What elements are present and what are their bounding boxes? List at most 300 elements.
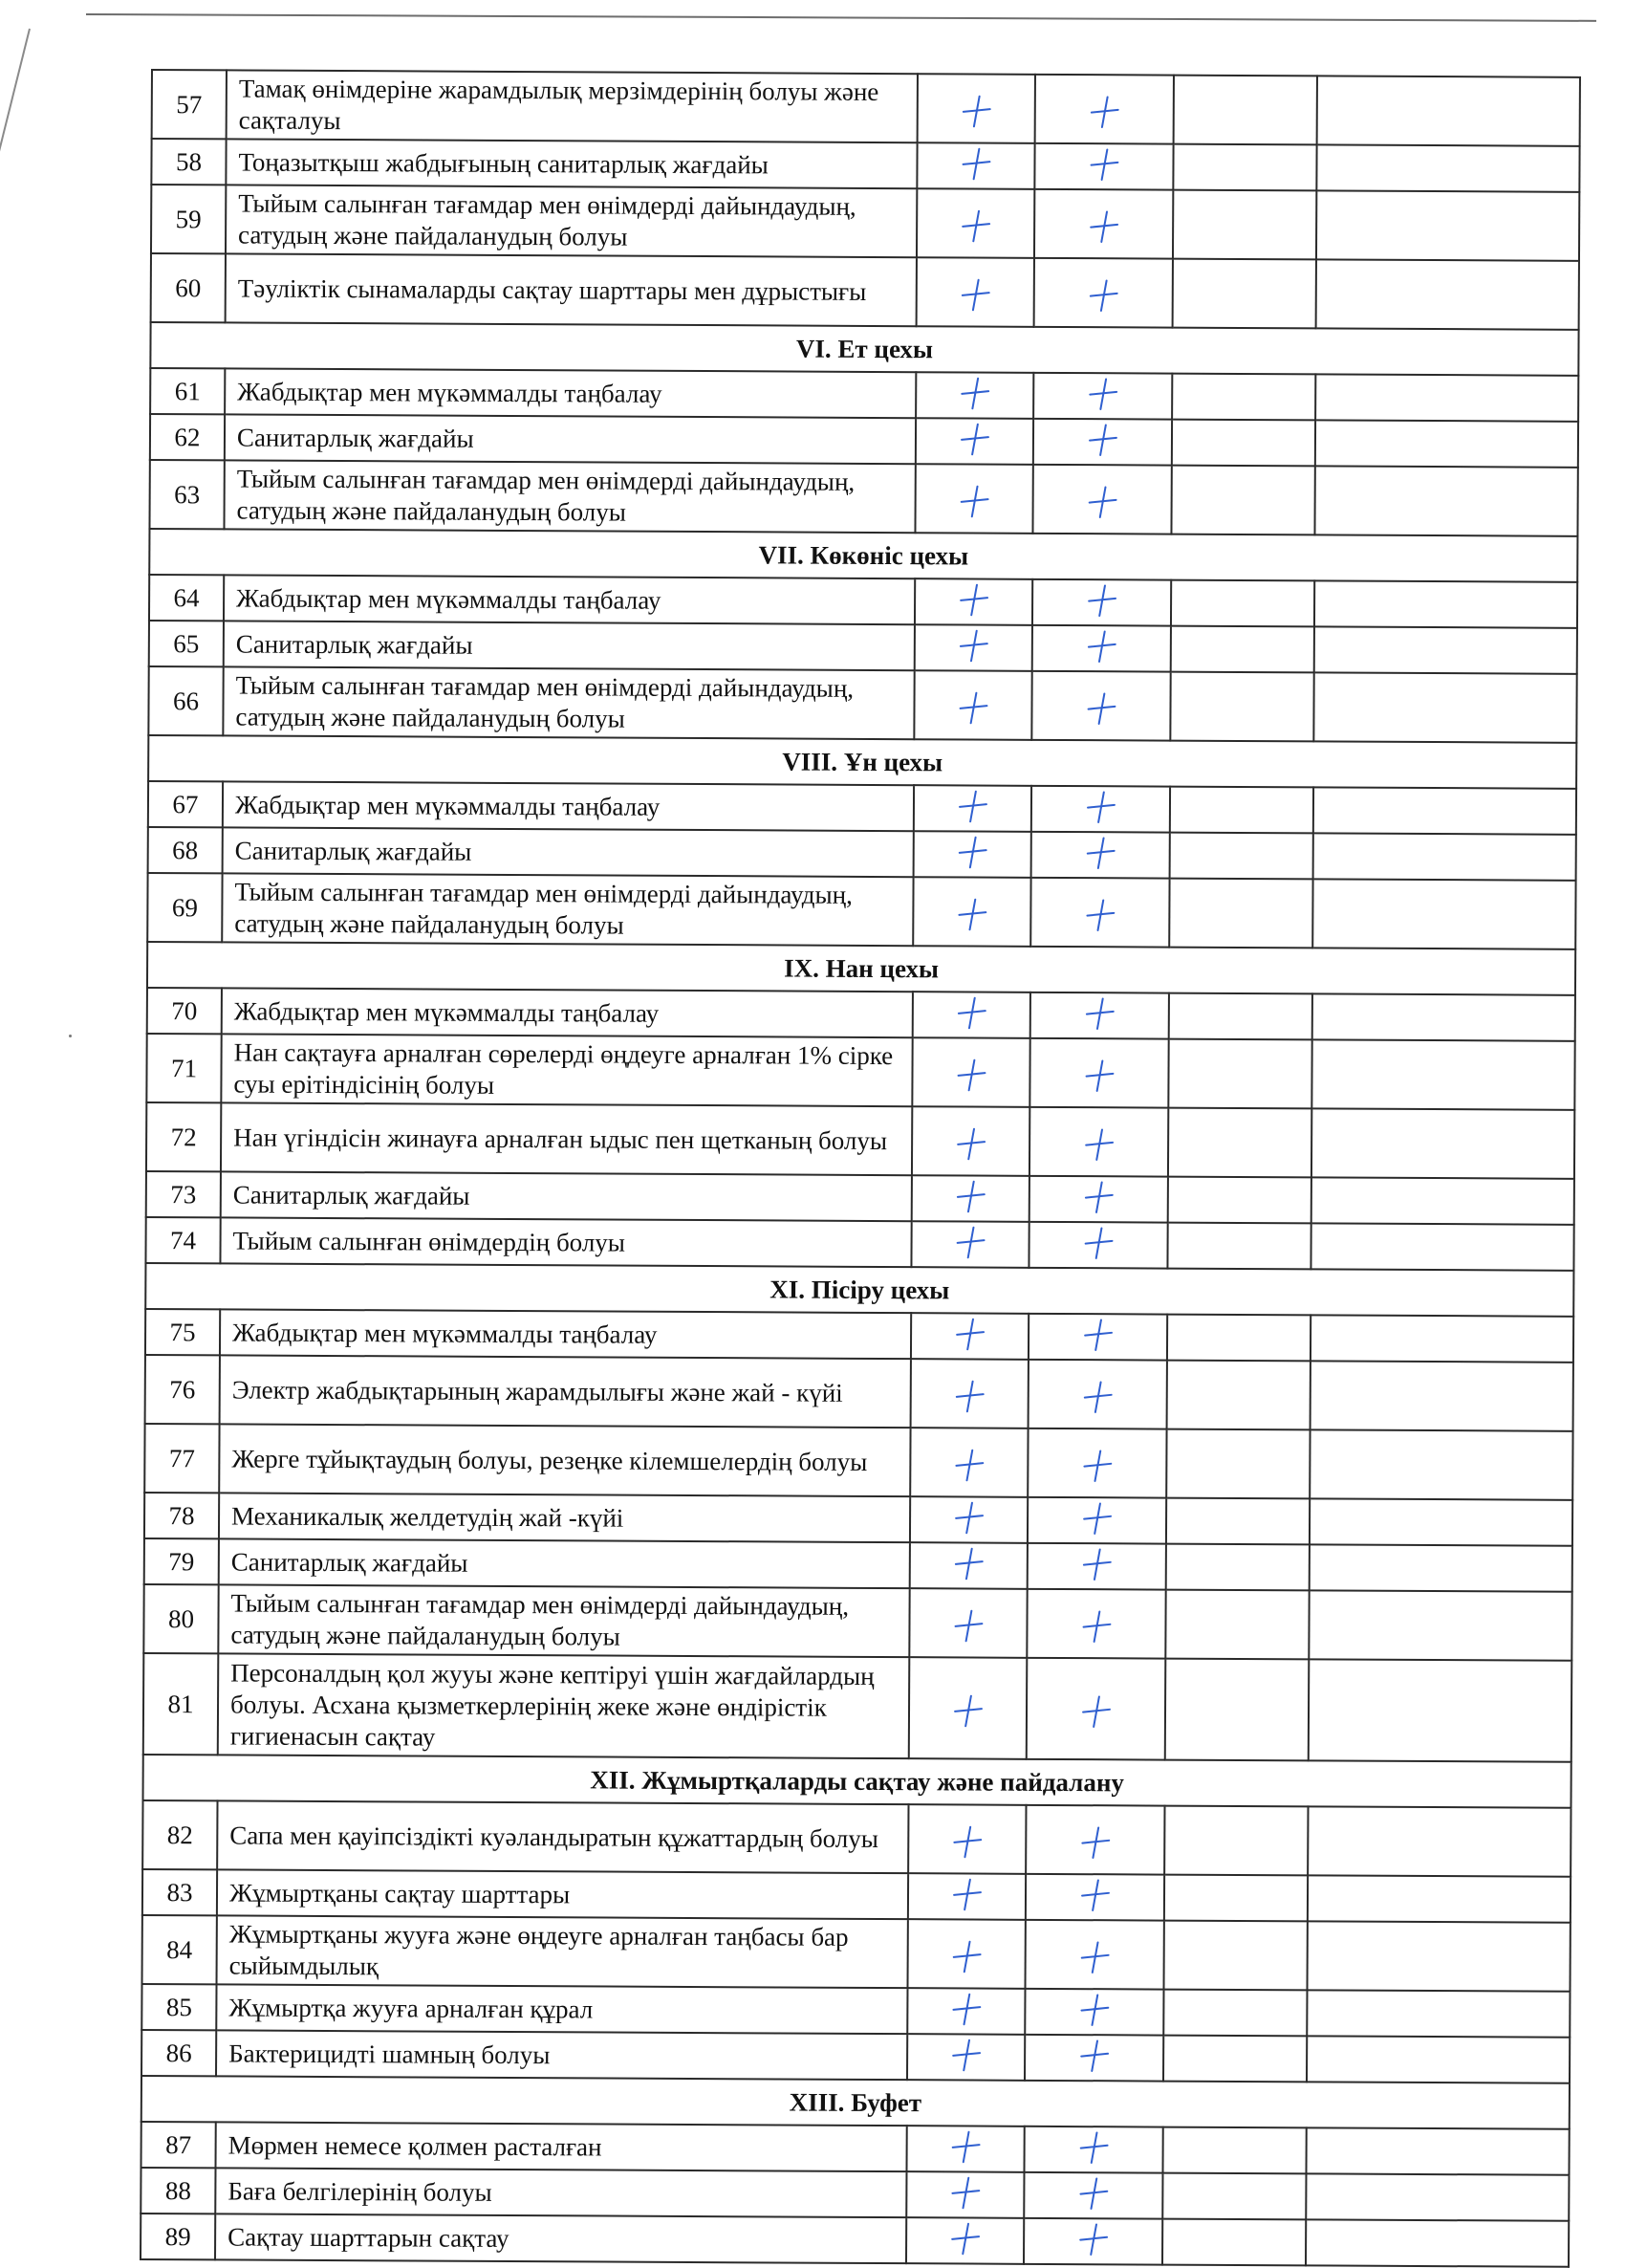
table-row <box>145 1309 1573 1363</box>
item-text: Нан үгіндісін жинауға арналған ыдыс пен щетканың болуы <box>221 1102 912 1175</box>
handwritten-plus-mark <box>960 95 992 127</box>
section-title: VIII. Ұн цехы <box>148 735 1576 789</box>
item-text: Тыйым салынған тағамдар мен өнімдерді дайындаудың, сатудың және пайдаланудың болуы <box>222 873 913 946</box>
empty-cell-1 <box>1162 2127 1306 2174</box>
table-row <box>145 1217 1573 1271</box>
empty-cell-2 <box>1310 1429 1572 1499</box>
empty-cell-2 <box>1308 1806 1571 1876</box>
empty-cell-1 <box>1165 1659 1310 1761</box>
mark-cell-1 <box>917 142 1034 189</box>
empty-cell-2 <box>1314 580 1577 627</box>
handwritten-plus-mark <box>1081 1381 1114 1413</box>
mark-cell-1 <box>917 257 1034 327</box>
section-title: XI. Пісіру цехы <box>145 1263 1573 1317</box>
mark-cell-2 <box>1032 465 1171 534</box>
handwritten-plus-mark <box>1083 1059 1116 1092</box>
item-text: Тамақ өнімдеріне жарамдылық мерзімдерінің болуы және сақталуы <box>227 70 918 142</box>
empty-cell-2 <box>1308 1875 1571 1922</box>
empty-cell-2 <box>1316 190 1579 260</box>
handwritten-plus-mark <box>955 996 987 1029</box>
mark-cell-2 <box>1024 2126 1162 2173</box>
checklist-body <box>141 70 1580 2267</box>
table-row <box>144 1424 1572 1500</box>
table-row <box>150 414 1578 468</box>
mark-cell-2 <box>1029 1314 1167 1361</box>
item-number: 58 <box>151 139 226 185</box>
item-text: Механикалық желдетудің жай -күйі <box>219 1493 910 1542</box>
section-title: VII. Көкөніс цехы <box>149 529 1577 582</box>
item-number: 82 <box>142 1800 217 1869</box>
table-row <box>143 1653 1572 1762</box>
mark-cell-2 <box>1028 1497 1166 1544</box>
mark-cell-2 <box>1034 258 1173 328</box>
mark-cell-1 <box>910 1428 1028 1497</box>
section-title: XII. Жұмыртқаларды сақтау және пайдалану <box>143 1755 1571 1808</box>
empty-cell-2 <box>1310 1498 1572 1545</box>
handwritten-plus-mark <box>952 1501 985 1534</box>
empty-cell-1 <box>1174 76 1317 145</box>
item-number: 79 <box>144 1538 219 1584</box>
item-number: 80 <box>143 1584 218 1653</box>
handwritten-plus-mark <box>958 485 990 517</box>
item-text: Жабдықтар мен мүкәммалды таңбалау <box>220 1309 911 1359</box>
table-row <box>141 2168 1569 2221</box>
item-number: 74 <box>145 1217 220 1263</box>
handwritten-plus-mark <box>1080 1548 1113 1581</box>
handwritten-plus-mark <box>950 1940 983 1973</box>
handwritten-plus-mark <box>954 1226 986 1258</box>
empty-cell-2 <box>1312 993 1575 1040</box>
empty-cell-2 <box>1311 1361 1573 1430</box>
item-number: 77 <box>144 1424 219 1493</box>
empty-cell-1 <box>1170 833 1313 880</box>
empty-cell-1 <box>1167 1315 1311 1362</box>
item-number: 64 <box>149 575 224 621</box>
table-row <box>141 2030 1570 2083</box>
table-row <box>148 827 1576 881</box>
section-header-row <box>150 322 1578 376</box>
handwritten-plus-mark <box>1088 210 1120 243</box>
handwritten-plus-mark <box>949 2222 982 2255</box>
empty-cell-2 <box>1307 2036 1570 2083</box>
empty-cell-1 <box>1166 1429 1310 1499</box>
mark-cell-2 <box>1025 1920 1163 1990</box>
handwritten-plus-mark <box>959 377 991 409</box>
handwritten-plus-mark <box>1082 1227 1115 1259</box>
mark-cell-1 <box>911 1359 1029 1428</box>
table-row <box>151 139 1579 192</box>
handwritten-plus-mark <box>1085 630 1117 663</box>
handwritten-plus-mark <box>949 2130 982 2163</box>
mark-cell-1 <box>912 1106 1029 1176</box>
empty-cell-2 <box>1307 1990 1570 2037</box>
handwritten-plus-mark <box>953 1380 986 1412</box>
item-number: 62 <box>150 414 225 460</box>
item-number: 83 <box>142 1869 217 1915</box>
item-number: 63 <box>149 460 224 529</box>
mark-cell-1 <box>913 992 1030 1038</box>
mark-cell-2 <box>1025 2035 1163 2082</box>
item-text: Жабдықтар мен мүкәммалды таңбалау <box>223 781 914 831</box>
handwritten-plus-mark <box>953 1318 986 1350</box>
mark-cell-2 <box>1033 419 1172 466</box>
table-row <box>145 1355 1573 1431</box>
mark-cell-1 <box>918 74 1035 143</box>
handwritten-plus-mark <box>951 1694 984 1727</box>
mark-cell-2 <box>1024 2172 1162 2219</box>
item-number: 66 <box>148 666 223 735</box>
handwritten-plus-mark <box>1088 96 1120 128</box>
table-row <box>146 1171 1574 1225</box>
scan-edge-top <box>86 13 1596 22</box>
empty-cell-1 <box>1173 259 1316 329</box>
handwritten-plus-mark <box>958 423 990 455</box>
handwritten-plus-mark <box>955 1127 987 1160</box>
empty-cell-1 <box>1163 2036 1307 2083</box>
empty-cell-1 <box>1172 374 1315 421</box>
handwritten-plus-mark <box>950 2039 983 2071</box>
empty-cell-2 <box>1309 1659 1572 1761</box>
mark-cell-2 <box>1030 878 1169 948</box>
table-row <box>147 873 1575 949</box>
table-row <box>149 460 1577 536</box>
mark-cell-1 <box>908 1804 1026 1874</box>
item-number: 67 <box>148 781 223 827</box>
mark-cell-1 <box>910 1542 1028 1589</box>
item-number: 61 <box>150 368 225 414</box>
table-row <box>148 781 1576 835</box>
handwritten-plus-mark <box>1078 1994 1111 2026</box>
handwritten-plus-mark <box>1081 1319 1114 1351</box>
section-title: IX. Нан цехы <box>147 942 1575 995</box>
item-text: Мөрмен немесе қолмен расталған <box>216 2122 907 2171</box>
mark-cell-1 <box>909 1657 1028 1759</box>
item-number: 68 <box>148 827 223 873</box>
empty-cell-1 <box>1171 580 1314 627</box>
table-row <box>149 621 1577 674</box>
handwritten-plus-mark <box>952 1547 985 1580</box>
item-text: Жабдықтар мен мүкәммалды таңбалау <box>222 988 913 1037</box>
table-row <box>141 2122 1570 2175</box>
empty-cell-1 <box>1169 879 1312 949</box>
item-number: 76 <box>145 1355 220 1424</box>
empty-cell-1 <box>1173 144 1316 191</box>
item-text: Санитарлық жағдайы <box>221 1171 912 1221</box>
section-header-row <box>147 942 1575 995</box>
item-text: Санитарлық жағдайы <box>225 414 916 464</box>
handwritten-plus-mark <box>955 1058 987 1091</box>
empty-cell-2 <box>1316 144 1579 191</box>
item-text: Тыйым салынған өнімдердің болуы <box>220 1217 911 1267</box>
empty-cell-2 <box>1316 259 1579 329</box>
item-text: Санитарлық жағдайы <box>223 827 914 877</box>
mark-cell-2 <box>1026 1874 1164 1921</box>
mark-cell-1 <box>911 1313 1029 1360</box>
empty-cell-2 <box>1315 420 1578 467</box>
item-number: 65 <box>149 621 224 666</box>
table-row <box>146 1102 1574 1179</box>
table-row <box>148 666 1576 743</box>
empty-cell-1 <box>1168 1177 1311 1224</box>
table-row <box>143 1584 1571 1661</box>
mark-cell-1 <box>908 1919 1026 1989</box>
mark-cell-2 <box>1025 1989 1163 2036</box>
empty-cell-2 <box>1311 1177 1574 1224</box>
item-text: Бактерицидті шамның болуы <box>216 2030 907 2080</box>
handwritten-plus-mark <box>960 147 992 180</box>
section-header-row <box>143 1755 1571 1808</box>
table-row <box>142 1915 1571 1992</box>
empty-cell-1 <box>1170 672 1313 742</box>
handwritten-plus-mark <box>1085 692 1117 725</box>
handwritten-plus-mark <box>1083 1128 1116 1161</box>
empty-cell-1 <box>1171 466 1314 535</box>
scan-edge-left <box>0 29 31 243</box>
handwritten-plus-mark <box>1078 1879 1111 1911</box>
empty-cell-1 <box>1165 1590 1309 1660</box>
empty-cell-2 <box>1315 374 1578 421</box>
section-header-row <box>145 1263 1573 1317</box>
item-number: 86 <box>141 2030 216 2076</box>
handwritten-plus-mark <box>956 836 988 868</box>
item-text: Электр жабдықтарының жарамдылығы және жай - күйі <box>220 1355 911 1428</box>
mark-cell-1 <box>911 1221 1029 1268</box>
mark-cell-2 <box>1024 2218 1162 2265</box>
mark-cell-2 <box>1030 992 1169 1039</box>
empty-cell-2 <box>1313 672 1576 742</box>
handwritten-plus-mark <box>1082 1181 1115 1213</box>
item-number: 57 <box>152 70 227 139</box>
empty-cell-2 <box>1306 2173 1569 2220</box>
item-text: Сапа мен қауіпсіздікті куәландыратын құжаттардың болуы <box>217 1800 908 1873</box>
item-number: 70 <box>147 988 222 1034</box>
item-text: Жабдықтар мен мүкәммалды таңбалау <box>225 368 916 418</box>
item-text: Нан сақтауға арналған сөрелерді өңдеуге арналған 1% сірке суы ерітіндісінің болуы <box>221 1034 912 1106</box>
handwritten-plus-mark <box>950 1878 983 1910</box>
empty-cell-2 <box>1313 787 1576 834</box>
handwritten-plus-mark <box>1077 2223 1110 2256</box>
mark-cell-1 <box>915 624 1032 671</box>
table-row <box>150 368 1578 422</box>
item-number: 85 <box>141 1984 216 2030</box>
mark-cell-2 <box>1032 579 1171 626</box>
mark-cell-2 <box>1034 143 1173 190</box>
handwritten-plus-mark <box>1077 2177 1110 2210</box>
table-row <box>141 2213 1569 2267</box>
table-row <box>152 70 1580 146</box>
handwritten-plus-mark <box>1078 2039 1111 2072</box>
empty-cell-2 <box>1317 76 1580 145</box>
empty-cell-1 <box>1166 1544 1310 1591</box>
handwritten-plus-mark <box>1079 1695 1112 1728</box>
scan-speck <box>69 1035 72 1037</box>
handwritten-plus-mark <box>1084 791 1116 823</box>
empty-cell-1 <box>1171 626 1314 673</box>
handwritten-plus-mark <box>949 2176 982 2209</box>
empty-cell-2 <box>1311 1223 1573 1270</box>
empty-cell-2 <box>1309 1590 1571 1660</box>
item-number: 60 <box>151 253 226 322</box>
item-text: Жерге тұйықтаудың болуы, резеңке кілемшелердің болуы <box>219 1424 910 1496</box>
item-number: 75 <box>145 1309 220 1355</box>
section-header-row <box>141 2076 1570 2129</box>
table-row <box>141 1984 1570 2038</box>
handwritten-plus-mark <box>1078 1941 1111 1974</box>
mark-cell-2 <box>1029 1038 1168 1108</box>
mark-cell-2 <box>1031 786 1170 833</box>
mark-cell-1 <box>916 418 1033 465</box>
section-header-row <box>148 735 1576 789</box>
checklist-sheet <box>140 69 1579 2268</box>
mark-cell-1 <box>906 2126 1024 2172</box>
mark-cell-2 <box>1029 1222 1167 1269</box>
empty-cell-2 <box>1306 2127 1569 2174</box>
mark-cell-1 <box>909 1588 1027 1658</box>
empty-cell-2 <box>1314 466 1577 535</box>
mark-cell-2 <box>1028 1543 1166 1590</box>
item-text: Жұмыртқаны жууға және өңдеуге арналған таңбасы бар сыйымдылық <box>217 1915 908 1988</box>
mark-cell-1 <box>914 670 1031 740</box>
handwritten-plus-mark <box>957 629 989 662</box>
empty-cell-1 <box>1173 190 1316 260</box>
table-row <box>149 575 1577 628</box>
section-title: XIII. Буфет <box>141 2076 1570 2129</box>
table-row <box>144 1538 1572 1592</box>
empty-cell-1 <box>1163 1990 1307 2037</box>
item-number: 72 <box>146 1102 221 1171</box>
empty-cell-1 <box>1169 993 1312 1040</box>
handwritten-plus-mark <box>958 583 990 616</box>
empty-cell-1 <box>1167 1361 1311 1430</box>
mark-cell-1 <box>910 1496 1028 1543</box>
item-text: Тыйым салынған тағамдар мен өнімдерді дайындаудың, сатудың және пайдаланудың болуы <box>224 460 915 533</box>
table-row <box>144 1493 1572 1546</box>
item-number: 87 <box>141 2122 216 2168</box>
checklist-table <box>140 69 1581 2268</box>
handwritten-plus-mark <box>956 790 988 822</box>
handwritten-plus-mark <box>1087 279 1119 312</box>
empty-cell-1 <box>1172 420 1315 467</box>
mark-cell-2 <box>1028 1428 1166 1498</box>
item-number: 84 <box>142 1915 217 1984</box>
item-text: Жұмыртқаны сақтау шарттары <box>217 1869 908 1919</box>
item-text: Жабдықтар мен мүкәммалды таңбалау <box>224 575 915 624</box>
mark-cell-1 <box>913 877 1030 947</box>
mark-cell-2 <box>1026 1805 1164 1875</box>
mark-cell-1 <box>906 2217 1024 2264</box>
item-text: Жұмыртқа жууға арналған құрал <box>216 1984 907 2034</box>
empty-cell-1 <box>1162 2219 1306 2266</box>
section-header-row <box>149 529 1577 582</box>
table-row <box>142 1869 1571 1923</box>
handwritten-plus-mark <box>952 1609 985 1642</box>
empty-cell-1 <box>1164 1806 1308 1876</box>
item-number: 71 <box>146 1034 221 1102</box>
handwritten-plus-mark <box>1080 1610 1113 1643</box>
mark-cell-2 <box>1035 75 1174 144</box>
mark-cell-1 <box>907 1988 1025 2035</box>
item-text: Тоңазытқыш жабдығының санитарлық жағдайы <box>226 139 917 188</box>
mark-cell-2 <box>1032 625 1171 672</box>
mark-cell-2 <box>1027 1589 1165 1659</box>
item-number: 73 <box>146 1171 221 1217</box>
handwritten-plus-mark <box>1080 1502 1113 1535</box>
item-number: 78 <box>144 1493 219 1538</box>
mark-cell-1 <box>916 372 1033 419</box>
handwritten-plus-mark <box>1086 584 1118 617</box>
mark-cell-1 <box>915 578 1032 625</box>
mark-cell-2 <box>1027 1658 1166 1760</box>
mark-cell-2 <box>1029 1360 1167 1429</box>
handwritten-plus-mark <box>1081 1450 1114 1482</box>
table-row <box>151 253 1579 330</box>
item-text: Санитарлық жағдайы <box>224 621 915 670</box>
handwritten-plus-mark <box>1086 486 1118 518</box>
handwritten-plus-mark <box>951 1825 984 1858</box>
empty-cell-2 <box>1306 2219 1569 2266</box>
mark-cell-1 <box>915 464 1032 534</box>
empty-cell-2 <box>1307 1921 1570 1991</box>
item-text: Персоналдың қол жууы және кептіруі үшін жағдайлардың болуы. Асхана қызметкерлерінің жеке және өндірістік гигиенасын сақтау <box>218 1653 910 1758</box>
handwritten-plus-mark <box>960 209 992 242</box>
item-text: Санитарлық жағдайы <box>219 1538 910 1588</box>
handwritten-plus-mark <box>956 898 988 930</box>
handwritten-plus-mark <box>957 691 989 724</box>
mark-cell-1 <box>914 785 1031 832</box>
table-row <box>147 988 1575 1041</box>
mark-cell-1 <box>908 1873 1026 1920</box>
empty-cell-2 <box>1311 1108 1574 1178</box>
mark-cell-1 <box>917 188 1034 258</box>
empty-cell-2 <box>1312 879 1575 949</box>
empty-cell-1 <box>1168 1039 1311 1109</box>
item-text: Тыйым салынған тағамдар мен өнімдерді дайындаудың, сатудың және пайдаланудың болуы <box>218 1584 909 1657</box>
mark-cell-1 <box>912 1037 1029 1107</box>
empty-cell-2 <box>1310 1544 1572 1591</box>
mark-cell-1 <box>914 831 1031 878</box>
handwritten-plus-mark <box>1084 899 1116 931</box>
mark-cell-1 <box>906 2171 1024 2218</box>
table-row <box>142 1800 1571 1877</box>
item-text: Сақтау шарттарын сақтау <box>215 2213 906 2263</box>
table-row <box>146 1034 1574 1110</box>
item-number: 81 <box>143 1653 219 1755</box>
section-title: VI. Ет цехы <box>150 322 1578 376</box>
mark-cell-2 <box>1034 189 1173 259</box>
handwritten-plus-mark <box>959 278 991 311</box>
handwritten-plus-mark <box>1088 148 1120 181</box>
handwritten-plus-mark <box>1083 997 1116 1030</box>
empty-cell-1 <box>1166 1498 1310 1545</box>
item-text: Тыйым салынған тағамдар мен өнімдерді дайындаудың, сатудың және пайдаланудың болуы <box>226 185 917 257</box>
empty-cell-1 <box>1163 1921 1307 1991</box>
mark-cell-2 <box>1029 1176 1168 1223</box>
item-text: Тәуліктік сынамаларды сақтау шарттары мен дұрыстығы <box>226 253 917 326</box>
handwritten-plus-mark <box>1086 424 1118 456</box>
handwritten-plus-mark <box>1084 837 1116 869</box>
mark-cell-2 <box>1033 373 1172 420</box>
handwritten-plus-mark <box>950 1993 983 2025</box>
item-text: Тыйым салынған тағамдар мен өнімдерді дайындаудың, сатудың және пайдаланудың болуы <box>223 666 914 739</box>
item-number: 89 <box>141 2213 215 2259</box>
empty-cell-2 <box>1311 1039 1574 1109</box>
handwritten-plus-mark <box>953 1449 986 1481</box>
item-number: 69 <box>147 873 222 942</box>
item-text: Баға белгілерінің болуы <box>215 2168 906 2217</box>
empty-cell-1 <box>1162 2173 1306 2220</box>
mark-cell-2 <box>1029 1107 1168 1177</box>
mark-cell-2 <box>1031 671 1170 741</box>
